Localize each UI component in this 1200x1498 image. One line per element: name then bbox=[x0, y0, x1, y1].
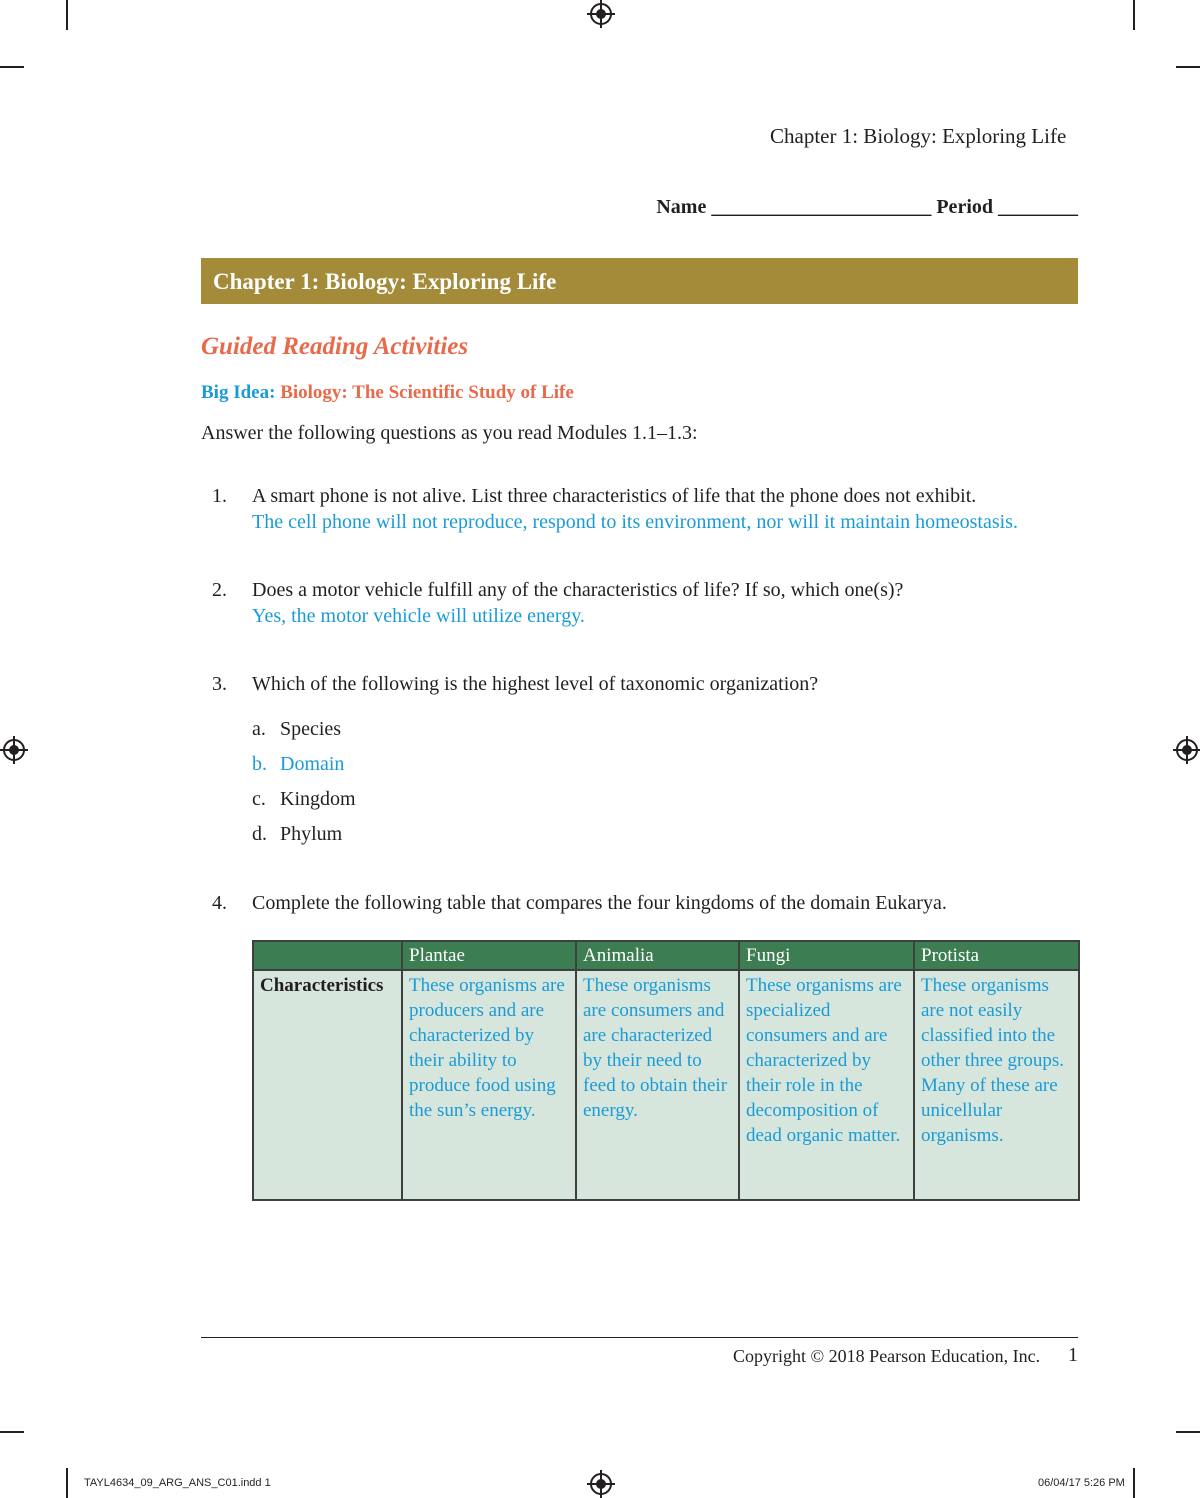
option-label: Species bbox=[280, 718, 342, 740]
table-header-cell bbox=[253, 941, 402, 970]
registration-mark-icon bbox=[1176, 739, 1198, 761]
table-header-row bbox=[253, 941, 1079, 970]
option-c[interactable] bbox=[252, 788, 356, 811]
table-cell-animalia[interactable]: These organisms are consumers and are characterized by their need to feed to obtain their energy. bbox=[576, 970, 739, 1200]
big-idea-label: Big Idea: bbox=[201, 382, 276, 403]
crop-mark bbox=[0, 1431, 24, 1433]
running-head: Chapter 1: Biology: Exploring Life bbox=[770, 124, 1067, 148]
question-text: Does a motor vehicle fulfill any of the characteristics of life? If so, which one(s)? bbox=[252, 579, 904, 601]
option-letter: d. bbox=[252, 823, 267, 845]
option-d[interactable] bbox=[252, 823, 342, 846]
section-title: Guided Reading Activities bbox=[201, 333, 469, 360]
page-number: 1 bbox=[1068, 1344, 1078, 1366]
question-text: A smart phone is not alive. List three characteristics of life that the phone does not exhibit. bbox=[252, 485, 977, 507]
question-number: 3. bbox=[212, 673, 227, 695]
crop-mark bbox=[1176, 66, 1200, 68]
big-idea-text: Biology: The Scientific Study of Life bbox=[280, 382, 574, 403]
big-idea bbox=[201, 382, 574, 404]
option-letter: b. bbox=[252, 753, 267, 775]
question-number: 4. bbox=[212, 892, 227, 914]
table-cell-fungi[interactable]: These organisms are specialized consumers and are characterized by their role in the decomposition of dead organic matter. bbox=[739, 970, 914, 1200]
slug-right: 06/04/17 5:26 PM bbox=[1038, 1477, 1125, 1489]
table-cell-protista[interactable]: These organisms are not easily classified into the other three groups. Many of these are unicellular organisms. bbox=[914, 970, 1079, 1200]
copyright: Copyright © 2018 Pearson Education, Inc. bbox=[733, 1346, 1041, 1366]
crop-mark bbox=[66, 0, 68, 30]
question-answer[interactable]: The cell phone will not reproduce, respond to its environment, nor will it maintain homeostasis. bbox=[252, 511, 1018, 533]
table-row bbox=[253, 970, 1079, 1200]
question-text: Which of the following is the highest level of taxonomic organization? bbox=[252, 673, 819, 695]
table-header-cell: Fungi bbox=[739, 941, 914, 970]
option-a[interactable] bbox=[252, 718, 341, 741]
crop-mark bbox=[66, 1468, 68, 1498]
option-b-selected[interactable] bbox=[252, 753, 344, 776]
footer-rule bbox=[201, 1337, 1078, 1338]
registration-mark-icon bbox=[590, 3, 612, 25]
option-letter: c. bbox=[252, 788, 266, 810]
table-header-cell: Animalia bbox=[576, 941, 739, 970]
crop-mark bbox=[0, 66, 24, 68]
registration-mark-icon bbox=[3, 739, 25, 761]
name-period-line bbox=[656, 196, 1078, 219]
option-label: Domain bbox=[280, 753, 345, 775]
kingdoms-table bbox=[252, 940, 1080, 1201]
option-letter: a. bbox=[252, 718, 266, 740]
question-answer[interactable]: Yes, the motor vehicle will utilize energy. bbox=[252, 605, 585, 627]
row-label: Characteristics bbox=[253, 970, 402, 1200]
table-header-cell: Protista bbox=[914, 941, 1079, 970]
name-label: Name bbox=[656, 196, 707, 218]
period-field[interactable]: ________ bbox=[998, 196, 1078, 218]
question-number: 2. bbox=[212, 579, 227, 601]
question-text: Complete the following table that compares the four kingdoms of the domain Eukarya. bbox=[252, 892, 947, 914]
crop-mark bbox=[1133, 0, 1135, 30]
chapter-banner-title: Chapter 1: Biology: Exploring Life bbox=[213, 269, 557, 294]
option-label: Kingdom bbox=[280, 788, 356, 810]
slug-left: TAYL4634_09_ARG_ANS_C01.indd 1 bbox=[84, 1477, 271, 1489]
intro-text: Answer the following questions as you read Modules 1.1–1.3: bbox=[201, 422, 698, 444]
period-label: Period bbox=[936, 196, 993, 218]
table-cell-plantae[interactable]: These organisms are producers and are characterized by their ability to produce food using the sun’s energy. bbox=[402, 970, 576, 1200]
option-label: Phylum bbox=[280, 823, 343, 845]
registration-mark-icon bbox=[590, 1473, 612, 1495]
name-field[interactable]: ______________________ bbox=[711, 196, 932, 218]
table-header-cell: Plantae bbox=[402, 941, 576, 970]
chapter-banner bbox=[201, 258, 1078, 304]
crop-mark bbox=[1176, 1431, 1200, 1433]
crop-mark bbox=[1133, 1468, 1135, 1498]
question-number: 1. bbox=[212, 485, 227, 507]
